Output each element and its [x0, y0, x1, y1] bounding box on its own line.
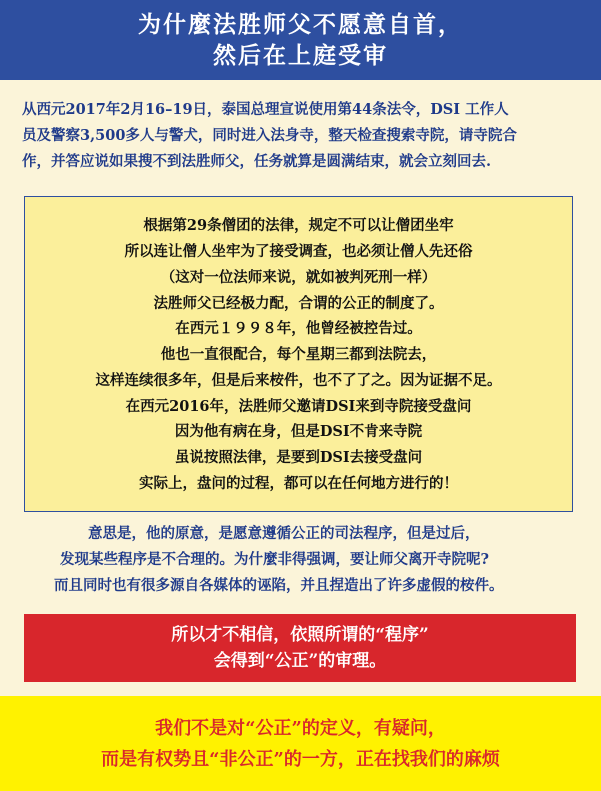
after-line: 而且同时也有很多源自各媒体的诬陷，并且捏造出了许多虚假的桉件。	[54, 577, 504, 594]
intro-line: 员及警察3,500多人与警犬，同时进入法身寺，整天检查搜索寺院，请寺院合	[22, 127, 517, 144]
title-line-2: 然后在上庭受审	[213, 42, 388, 69]
conclusion-banner	[24, 614, 576, 682]
conclusion-line-2: 会得到“公正”的审理。	[213, 651, 387, 671]
box-line: （这对一位法师来说，就如被判死刑一样）	[160, 268, 437, 286]
footer-banner	[0, 696, 601, 791]
box-line: 在西元2016年，法胜师父邀请DSI来到寺院接受盘问	[125, 397, 472, 415]
box-line: 实际上，盘问的过程，都可以在任何地方进行的！	[139, 475, 458, 493]
box-line: 虽说按照法律，是要到DSI去接受盘问	[174, 449, 423, 467]
intro-paragraph	[22, 97, 582, 175]
after-line: 发现某些程序是不合理的。为什麼非得强调，要让师父离开寺院呢?	[60, 551, 489, 568]
box-line: 这样连续很多年，但是后来桉件，也不了了之。因为证据不足。	[95, 371, 502, 389]
after-line: 意思是，他的原意，是愿意遵循公正的司法程序，但是过后，	[88, 525, 480, 542]
box-line: 在西元１９９８年，他曾经被控告过。	[175, 320, 422, 338]
footer-line-2: 而是有权势且“非公正”的一方，正在找我们的麻烦	[101, 748, 500, 770]
box-line: 法胜师父已经极力配，合谓的公正的制度了。	[153, 294, 444, 312]
footer-line-1: 我们不是对“公正”的定义，有疑问，	[155, 717, 446, 739]
header-banner	[0, 0, 601, 80]
intro-line: 作，并答应说如果搜不到法胜师父，任务就算是圆满结束，就会立刻回去.	[22, 153, 492, 170]
box-line: 因为他有病在身，但是DSI不肯来寺院	[174, 423, 423, 441]
conclusion-line-1: 所以才不相信，依照所谓的“程序”	[171, 625, 429, 645]
box-line: 他也一直很配合，每个星期三都到法院去，	[160, 346, 437, 364]
title-line-1: 为什麼法胜师父不愿意自首，	[138, 11, 463, 38]
intro-line: 从西元2017年2月16–19日，泰国总理宣说使用第44条法令，DSI 工作人	[22, 101, 509, 118]
explanation-box	[24, 196, 573, 512]
after-paragraph	[54, 521, 590, 599]
box-line: 所以连让僧人坐牢为了接受调查，也必须让僧人先还俗	[124, 242, 473, 260]
box-line: 根据第29条僧团的法律，规定不可以让僧团坐牢	[143, 217, 454, 235]
